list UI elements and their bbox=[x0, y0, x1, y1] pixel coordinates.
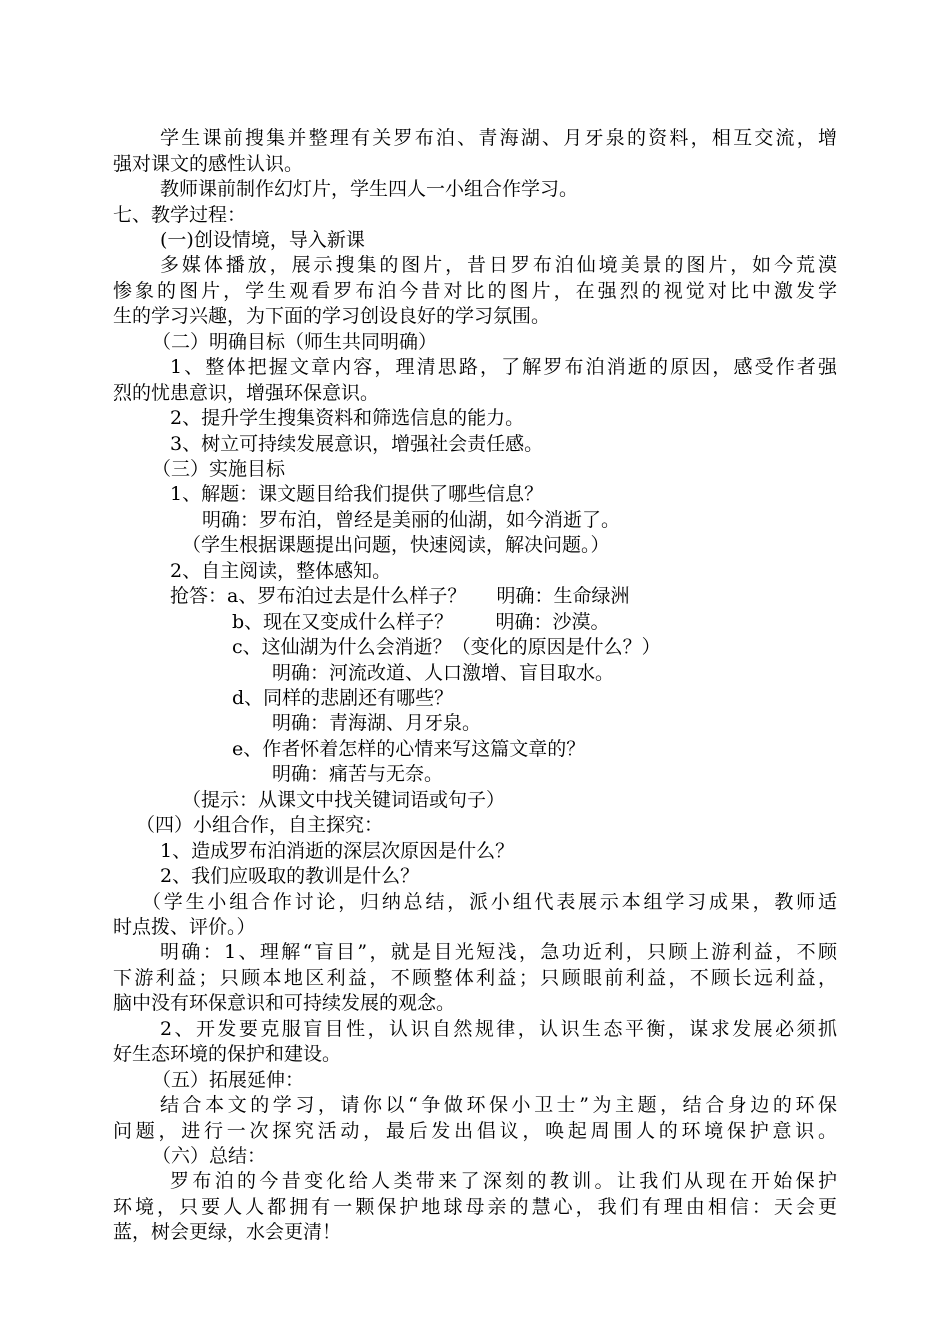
subsection-heading: （三）实施目标 bbox=[152, 458, 286, 480]
question-line: d、同样的悲剧还有哪些？ bbox=[232, 687, 454, 709]
paragraph-line: 强对课文的感性认识。 bbox=[113, 153, 304, 175]
paragraph-line: 好生态环境的保护和建设。 bbox=[113, 1043, 342, 1065]
list-item: 2、自主阅读，整体感知。 bbox=[170, 560, 392, 582]
note-line: （学生根据课题提出问题，快速阅读，解决问题。） bbox=[182, 534, 610, 556]
list-item: 2、我们应吸取的教训是什么？ bbox=[160, 865, 420, 887]
subsection-heading: （四）小组合作，自主探究： bbox=[136, 814, 384, 836]
paragraph-line: 脑中没有环保意识和可持续发展的观念。 bbox=[113, 992, 456, 1014]
subsection-heading: （二）明确目标（师生共同明确） bbox=[152, 331, 438, 353]
subsection-heading: （六）总结： bbox=[152, 1145, 267, 1167]
paragraph-line: 1、整体把握文章内容，理清思路，了解罗布泊消逝的原因，感受作者强 bbox=[170, 356, 837, 378]
subsection-heading: （五）拓展延伸： bbox=[152, 1069, 305, 1091]
paragraph-line: 多媒体播放，展示搜集的图片，昔日罗布泊仙境美景的图片，如今荒漠 bbox=[160, 254, 837, 276]
question-line: c、这仙湖为什么会消逝？（变化的原因是什么？） bbox=[232, 636, 661, 658]
paragraph-line: 蓝，树会更绿，水会更清！ bbox=[113, 1221, 342, 1243]
answer-line: 明确：河流改道、人口激增、盲目取水。 bbox=[272, 662, 615, 684]
question-line: 抢答：a、罗布泊过去是什么样子？ 明确：生命绿洲 bbox=[170, 585, 630, 607]
subsection-heading: (一)创设情境，导入新课 bbox=[160, 229, 365, 251]
note-line: （提示：从课文中找关键词语或句子） bbox=[182, 789, 506, 811]
list-item: 1、解题：课文题目给我们提供了哪些信息？ bbox=[170, 483, 544, 505]
answer-line: 明确：罗布泊，曾经是美丽的仙湖，如今消逝了。 bbox=[202, 509, 621, 531]
note-line: 时点拨、评价。） bbox=[113, 916, 256, 938]
paragraph-line: 下游利益；只顾本地区利益，不顾整体利益；只顾眼前利益，不顾长远利益， bbox=[113, 967, 837, 989]
question-line: b、现在又变成什么样子？ 明确：沙漠。 bbox=[232, 611, 610, 633]
list-item: 3、树立可持续发展意识，增强社会责任感。 bbox=[170, 433, 544, 455]
answer-line: 明确：痛苦与无奈。 bbox=[272, 763, 444, 785]
paragraph-line: 惨象的图片，学生观看罗布泊今昔对比的图片，在强烈的视觉对比中激发学 bbox=[113, 280, 837, 302]
paragraph-line: 2、开发要克服盲目性，认识自然规律，认识生态平衡，谋求发展必须抓 bbox=[160, 1018, 837, 1040]
paragraph-line: 罗布泊的今昔变化给人类带来了深刻的教训。让我们从现在开始保护 bbox=[170, 1170, 837, 1192]
note-line: （学生小组合作讨论，归纳总结，派小组代表展示本组学习成果，教师适 bbox=[142, 891, 837, 913]
list-item: 2、提升学生搜集资料和筛选信息的能力。 bbox=[170, 407, 525, 429]
paragraph-line: 结合本文的学习，请你以“争做环保小卫士”为主题，结合身边的环保 bbox=[160, 1094, 837, 1116]
paragraph-line: 问题，进行一次探究活动，最后发出倡议，唤起周围人的环境保护意识。 bbox=[113, 1120, 837, 1142]
paragraph-line: 环境，只要人人都拥有一颗保护地球母亲的慧心，我们有理由相信：天会更 bbox=[113, 1196, 837, 1218]
paragraph-line: 教师课前制作幻灯片，学生四人一小组合作学习。 bbox=[160, 178, 579, 200]
paragraph-line: 学生课前搜集并整理有关罗布泊、青海湖、月牙泉的资料，相互交流，增 bbox=[160, 127, 837, 149]
paragraph-line: 明确：1、理解“盲目”，就是目光短浅，急功近利，只顾上游利益，不顾 bbox=[160, 941, 837, 963]
list-item: 1、造成罗布泊消逝的深层次原因是什么？ bbox=[160, 840, 515, 862]
question-line: e、作者怀着怎样的心情来写这篇文章的？ bbox=[232, 738, 586, 760]
answer-line: 明确：青海湖、月牙泉。 bbox=[272, 712, 482, 734]
paragraph-line: 生的学习兴趣，为下面的学习创设良好的学习氛围。 bbox=[113, 305, 551, 327]
paragraph-line: 烈的忧患意识，增强环保意识。 bbox=[113, 382, 380, 404]
section-heading: 七、教学过程： bbox=[113, 204, 247, 226]
